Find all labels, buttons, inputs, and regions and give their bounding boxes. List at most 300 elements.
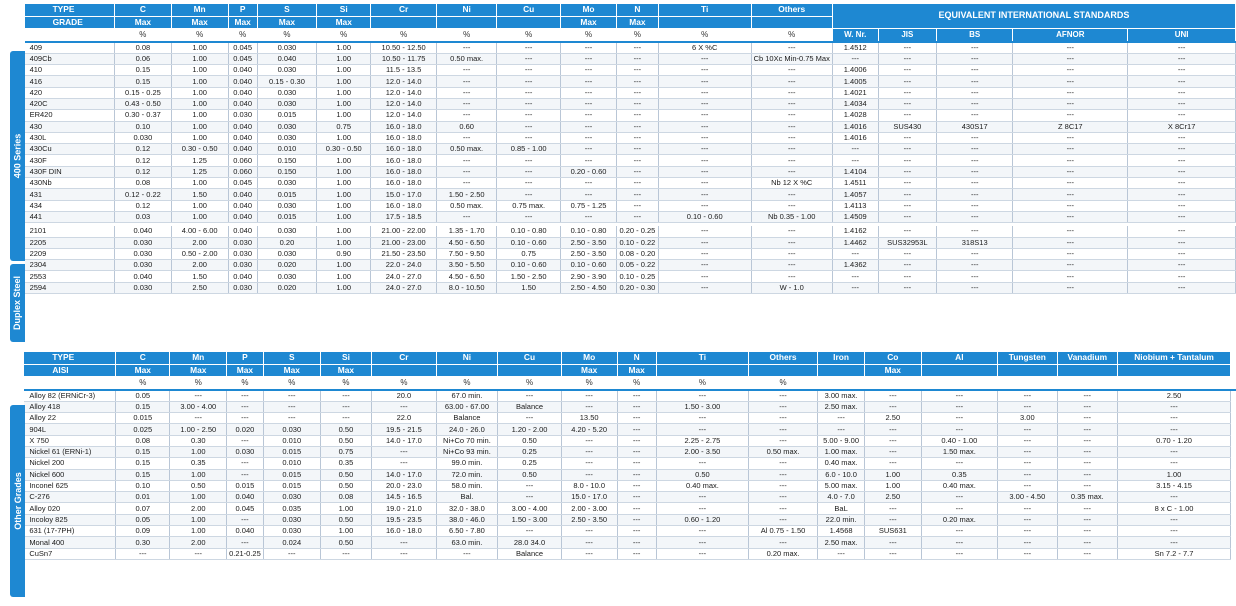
- table-cell: ---: [865, 458, 921, 469]
- unit-header: %: [170, 377, 227, 390]
- table-cell: 0.21-0.25: [227, 548, 264, 559]
- table-cell: ---: [436, 42, 496, 54]
- table-cell: 0.12 - 0.22: [114, 189, 171, 200]
- table-row: [0, 390, 1236, 402]
- column-subheader: [749, 364, 818, 377]
- table-row: [0, 492, 1236, 503]
- grade-name: 2205: [25, 237, 115, 248]
- table-cell: 0.15: [116, 446, 170, 457]
- table-cell: ---: [497, 155, 561, 166]
- table-cell: ---: [497, 76, 561, 87]
- table-cell: ---: [656, 492, 748, 503]
- table-cell: ---: [561, 458, 617, 469]
- grade-name: 2209: [25, 248, 115, 259]
- blank-header: [24, 377, 115, 390]
- table-cell: 0.015: [263, 469, 320, 480]
- table-cell: ---: [865, 537, 921, 548]
- table-cell: 0.06: [114, 53, 171, 64]
- column-subheader: [1057, 364, 1118, 377]
- column-header: Si: [320, 352, 371, 364]
- blank-header: [1057, 377, 1118, 390]
- table-cell: 1.50: [171, 189, 228, 200]
- table-cell: 3.00 - 4.00: [170, 401, 227, 412]
- table-cell: ---: [998, 537, 1057, 548]
- table-cell: 0.50 max.: [436, 53, 496, 64]
- table-row: [0, 469, 1236, 480]
- table-cell: ---: [998, 514, 1057, 525]
- table-row: [0, 401, 1236, 412]
- table-cell: 0.040: [228, 98, 257, 109]
- table-cell: ---: [617, 548, 656, 559]
- grade-name: Monal 400: [24, 537, 115, 548]
- table-cell: 21.50 - 23.50: [371, 248, 437, 259]
- table-cell: ---: [658, 155, 751, 166]
- grade-name: 430L: [25, 132, 115, 143]
- table-cell: ---: [818, 548, 865, 559]
- table-cell: ---: [751, 237, 832, 248]
- table-cell: 0.25: [498, 458, 562, 469]
- table-cell: ---: [921, 458, 998, 469]
- side-spacer: [0, 390, 24, 402]
- table-cell: ---: [1057, 514, 1118, 525]
- table-cell: 1.00: [1118, 469, 1231, 480]
- table-cell: ---: [436, 110, 496, 121]
- table-cell: 1.00: [170, 514, 227, 525]
- table-cell: ---: [1128, 144, 1236, 155]
- table-cell: ---: [921, 492, 998, 503]
- table-cell: 0.10 - 0.80: [497, 226, 561, 237]
- table-cell: 1.00: [171, 121, 228, 132]
- table-cell: ---: [1128, 65, 1236, 76]
- table-cell: 0.030: [228, 237, 257, 248]
- table-cell: ---: [878, 132, 936, 143]
- bottom-table-block: [0, 352, 1236, 560]
- table-cell: ---: [617, 526, 656, 537]
- table-cell: ---: [320, 548, 371, 559]
- column-header: N: [616, 4, 658, 16]
- table-cell: X 8Cr17: [1128, 121, 1236, 132]
- table-cell: 14.0 - 17.0: [372, 435, 436, 446]
- table-cell: 63.0 min.: [436, 537, 498, 548]
- table-cell: 1.00: [317, 178, 371, 189]
- unit-header: %: [617, 377, 656, 390]
- table-cell: 0.030: [257, 65, 316, 76]
- table-cell: 0.12: [114, 155, 171, 166]
- table-cell: 0.08: [114, 178, 171, 189]
- table-cell: ---: [878, 98, 936, 109]
- table-cell: 0.40 max.: [921, 480, 998, 491]
- column-subheader: Max: [617, 364, 656, 377]
- table-cell: ---: [937, 42, 1013, 54]
- table-cell: ---: [749, 492, 818, 503]
- table-cell: ---: [1013, 237, 1128, 248]
- table-cell: 0.10 - 0.60: [658, 211, 751, 222]
- table-cell: 1.4162: [832, 226, 878, 237]
- table-cell: ---: [937, 248, 1013, 259]
- table-row: [0, 211, 1236, 222]
- column-header: Ni: [436, 352, 498, 364]
- table-cell: 0.030: [227, 446, 264, 457]
- table-cell: 0.08: [116, 435, 170, 446]
- table-cell: ---: [937, 271, 1013, 282]
- table-cell: ---: [1013, 144, 1128, 155]
- table-cell: ---: [656, 503, 748, 514]
- table-cell: 0.030: [257, 121, 316, 132]
- table-cell: ---: [561, 87, 617, 98]
- table-cell: 1.00: [170, 492, 227, 503]
- table-cell: ---: [1013, 65, 1128, 76]
- column-header: Vanadium: [1057, 352, 1118, 364]
- table-cell: ---: [1013, 226, 1128, 237]
- table-cell: ---: [497, 98, 561, 109]
- table-cell: ---: [1057, 435, 1118, 446]
- table-cell: 0.010: [263, 435, 320, 446]
- grade-name: Alloy 22: [24, 413, 115, 424]
- table-cell: ---: [1118, 446, 1231, 457]
- table-cell: 0.150: [257, 166, 316, 177]
- table-cell: 1.00: [171, 132, 228, 143]
- table-row: [0, 271, 1236, 282]
- column-subheader: [998, 364, 1057, 377]
- table-cell: 0.20 max.: [921, 514, 998, 525]
- table-cell: ---: [561, 548, 617, 559]
- table-cell: 0.020: [257, 282, 316, 293]
- table-cell: 0.10 - 0.60: [497, 237, 561, 248]
- table-cell: 0.20: [257, 237, 316, 248]
- table-cell: Balance: [498, 548, 562, 559]
- table-cell: 0.35: [921, 469, 998, 480]
- column-header: Si: [317, 4, 371, 16]
- table-cell: 1.00: [170, 526, 227, 537]
- table-cell: 0.015: [116, 413, 170, 424]
- table-cell: 16.0 - 18.0: [371, 132, 437, 143]
- unit-header: %: [751, 29, 832, 42]
- table-row: [0, 121, 1236, 132]
- table-cell: ---: [921, 401, 998, 412]
- column-subheader: [372, 364, 436, 377]
- table-row: [0, 132, 1236, 143]
- table-cell: 3.00 - 4.00: [498, 503, 562, 514]
- table-cell: ---: [372, 458, 436, 469]
- table-cell: ---: [497, 189, 561, 200]
- table-cell: 6.0 - 10.0: [818, 469, 865, 480]
- table-cell: 0.40 max.: [818, 458, 865, 469]
- table-cell: ---: [865, 514, 921, 525]
- table-cell: ---: [1013, 248, 1128, 259]
- table-cell: 1.50 - 3.00: [656, 401, 748, 412]
- column-subheader: Max: [114, 16, 171, 29]
- grade-name: Nickel 600: [24, 469, 115, 480]
- table-cell: 0.20 - 0.25: [616, 226, 658, 237]
- table-cell: 1.50: [171, 271, 228, 282]
- table-cell: ---: [1128, 42, 1236, 54]
- table-cell: ---: [937, 155, 1013, 166]
- table-cell: 0.10: [116, 480, 170, 491]
- table-cell: 1.00: [317, 282, 371, 293]
- table-cell: ---: [658, 144, 751, 155]
- table-cell: ---: [436, 65, 496, 76]
- column-header: TYPE: [24, 352, 115, 364]
- table-cell: ---: [878, 248, 936, 259]
- table-cell: 1.50 - 3.00: [498, 514, 562, 525]
- table-cell: 0.015: [257, 211, 316, 222]
- table-cell: 58.0 min.: [436, 480, 498, 491]
- table-cell: ---: [1118, 413, 1231, 424]
- table-cell: 1.4462: [832, 237, 878, 248]
- table-cell: ---: [656, 537, 748, 548]
- table-cell: 0.030: [228, 110, 257, 121]
- table-cell: 4.0 - 7.0: [818, 492, 865, 503]
- table-cell: ---: [865, 390, 921, 402]
- table-cell: ---: [878, 211, 936, 222]
- table-cell: ---: [656, 390, 748, 402]
- table-cell: 10.50 - 11.75: [371, 53, 437, 64]
- standard-column-header: BS: [937, 29, 1013, 42]
- table-cell: 0.08: [114, 42, 171, 54]
- table-cell: Al 0.75 - 1.50: [749, 526, 818, 537]
- grade-name: Incoloy 825: [24, 514, 115, 525]
- grade-name: Nickel 61 (ERNi-1): [24, 446, 115, 457]
- table-cell: ---: [1128, 76, 1236, 87]
- table-cell: 0.60: [436, 121, 496, 132]
- table-cell: ---: [658, 87, 751, 98]
- table-cell: 0.50: [320, 469, 371, 480]
- unit-header: %: [436, 29, 496, 42]
- table-cell: ---: [832, 155, 878, 166]
- table-cell: 19.5 - 21.5: [372, 424, 436, 435]
- grade-name: X 750: [24, 435, 115, 446]
- table-cell: ---: [616, 121, 658, 132]
- table-cell: 38.0 - 46.0: [436, 514, 498, 525]
- table-cell: 13.50: [561, 413, 617, 424]
- table-cell: ---: [616, 178, 658, 189]
- table-cell: ---: [616, 65, 658, 76]
- column-subheader: Max: [320, 364, 371, 377]
- table-cell: 15.0 - 17.0: [371, 189, 437, 200]
- table-cell: ---: [998, 390, 1057, 402]
- table-cell: 0.30 - 0.37: [114, 110, 171, 121]
- table-row: [0, 98, 1236, 109]
- table-cell: 19.5 - 23.5: [372, 514, 436, 525]
- table-cell: ---: [561, 537, 617, 548]
- table-cell: 0.30: [170, 435, 227, 446]
- table-cell: ---: [617, 537, 656, 548]
- table-cell: ---: [227, 413, 264, 424]
- table-cell: 0.040: [227, 526, 264, 537]
- table-cell: 0.43 - 0.50: [114, 98, 171, 109]
- table-cell: 0.030: [114, 282, 171, 293]
- table-cell: ---: [227, 435, 264, 446]
- grade-name: 409: [25, 42, 115, 54]
- grade-name: Inconel 625: [24, 480, 115, 491]
- table-cell: ---: [998, 446, 1057, 457]
- table-cell: Cb 10Xc Min-0.75 Max: [751, 53, 832, 64]
- table-cell: 2.50 max.: [818, 537, 865, 548]
- unit-header: %: [257, 29, 316, 42]
- table-cell: ---: [561, 110, 617, 121]
- table-cell: 0.25: [498, 446, 562, 457]
- table-cell: ---: [616, 98, 658, 109]
- table-cell: ---: [1013, 87, 1128, 98]
- table-row: [0, 65, 1236, 76]
- unit-header: %: [116, 377, 170, 390]
- table-cell: 14.5 - 16.5: [372, 492, 436, 503]
- column-subheader: [818, 364, 865, 377]
- table-cell: ---: [749, 413, 818, 424]
- table-cell: 0.015: [227, 480, 264, 491]
- table-cell: 0.09: [116, 526, 170, 537]
- table-cell: 1.25: [171, 155, 228, 166]
- table-cell: 2.00: [170, 503, 227, 514]
- table-cell: 0.10 - 0.22: [616, 237, 658, 248]
- stainless-400-duplex-table: [0, 4, 1236, 294]
- table-cell: 0.05: [116, 390, 170, 402]
- table-row: [0, 503, 1236, 514]
- column-subheader: Max: [616, 16, 658, 29]
- table-cell: 3.50 - 5.50: [436, 260, 496, 271]
- table-cell: ---: [749, 514, 818, 525]
- table-cell: ---: [616, 144, 658, 155]
- table-cell: ---: [1118, 401, 1231, 412]
- table-cell: ---: [937, 260, 1013, 271]
- table-cell: ---: [1128, 211, 1236, 222]
- table-cell: Z 8C17: [1013, 121, 1128, 132]
- table-cell: 0.015: [263, 446, 320, 457]
- table-cell: ---: [617, 514, 656, 525]
- table-cell: ---: [1057, 401, 1118, 412]
- table-cell: 0.040: [228, 132, 257, 143]
- table-cell: ---: [878, 53, 936, 64]
- table-cell: 0.040: [228, 87, 257, 98]
- table-cell: 1.4113: [832, 200, 878, 211]
- table-cell: 0.010: [257, 144, 316, 155]
- table-cell: ---: [658, 132, 751, 143]
- table-cell: 0.75: [317, 121, 371, 132]
- column-subheader: [656, 364, 748, 377]
- table-cell: ---: [1013, 53, 1128, 64]
- table-cell: 0.040: [228, 76, 257, 87]
- table-cell: ---: [1057, 390, 1118, 402]
- table-cell: 2.50: [171, 282, 228, 293]
- table-cell: ---: [921, 413, 998, 424]
- table-cell: ---: [436, 178, 496, 189]
- table-cell: ---: [865, 435, 921, 446]
- table-cell: ---: [658, 282, 751, 293]
- table-cell: 1.00: [317, 53, 371, 64]
- unit-header: %: [320, 377, 371, 390]
- table-cell: ---: [372, 537, 436, 548]
- table-cell: 2.00 - 3.00: [561, 503, 617, 514]
- table-cell: 0.10 - 0.60: [561, 260, 617, 271]
- table-cell: 1.00: [317, 189, 371, 200]
- table-cell: 0.10 - 0.80: [561, 226, 617, 237]
- table-cell: 1.4511: [832, 178, 878, 189]
- column-subheader: Max: [257, 16, 316, 29]
- table-cell: ---: [497, 121, 561, 132]
- table-cell: 1.35 - 1.70: [436, 226, 496, 237]
- table-cell: ---: [751, 87, 832, 98]
- table-cell: 1.00: [317, 87, 371, 98]
- table-cell: ---: [617, 413, 656, 424]
- table-cell: ---: [1013, 211, 1128, 222]
- unit-header: %: [171, 29, 228, 42]
- grade-name: Alloy 82 (ERNiCr-3): [24, 390, 115, 402]
- table-cell: 0.015: [263, 480, 320, 491]
- side-spacer: [0, 364, 24, 377]
- table-cell: ---: [372, 446, 436, 457]
- column-header: Cu: [498, 352, 562, 364]
- table-cell: 8.0 - 10.0: [561, 480, 617, 491]
- table-cell: ---: [1128, 200, 1236, 211]
- side-label-duplex-text: Duplex Steel: [12, 275, 23, 331]
- table-cell: ---: [749, 435, 818, 446]
- table-cell: 16.0 - 18.0: [372, 526, 436, 537]
- table-cell: 0.030: [114, 237, 171, 248]
- table-cell: 2.00: [171, 260, 228, 271]
- table-cell: 24.0 - 27.0: [371, 282, 437, 293]
- table-cell: 0.50: [320, 480, 371, 491]
- table-cell: 1.00: [317, 76, 371, 87]
- table-cell: ---: [561, 121, 617, 132]
- column-header: C: [114, 4, 171, 16]
- table-cell: 0.040: [228, 211, 257, 222]
- table-row: [0, 87, 1236, 98]
- table-cell: 0.40 max.: [656, 480, 748, 491]
- table-cell: ---: [832, 282, 878, 293]
- table-cell: 4.50 - 6.50: [436, 271, 496, 282]
- table-cell: ---: [878, 166, 936, 177]
- table-cell: 0.040: [228, 144, 257, 155]
- table-cell: ---: [878, 144, 936, 155]
- table-cell: ---: [617, 458, 656, 469]
- table-cell: 1.00: [865, 469, 921, 480]
- table-cell: ---: [751, 260, 832, 271]
- table-cell: 0.015: [257, 189, 316, 200]
- grade-name: 430: [25, 121, 115, 132]
- table-cell: ---: [751, 226, 832, 237]
- table-cell: 2.00: [171, 237, 228, 248]
- table-cell: 1.00: [317, 155, 371, 166]
- table-cell: ---: [937, 53, 1013, 64]
- table-cell: ---: [878, 76, 936, 87]
- table-cell: ---: [1128, 155, 1236, 166]
- table-cell: ---: [1057, 480, 1118, 491]
- table-cell: 2.50 - 3.50: [561, 237, 617, 248]
- table-cell: ---: [751, 189, 832, 200]
- table-cell: 1.00: [317, 98, 371, 109]
- table-cell: ---: [751, 248, 832, 259]
- table-row: [0, 53, 1236, 64]
- column-header: P: [227, 352, 264, 364]
- table-cell: 0.15: [114, 76, 171, 87]
- table-cell: 0.50: [320, 435, 371, 446]
- table-cell: ---: [263, 390, 320, 402]
- table-cell: ---: [998, 401, 1057, 412]
- unit-header: %: [317, 29, 371, 42]
- table-cell: 0.045: [228, 53, 257, 64]
- table-cell: 0.045: [228, 42, 257, 54]
- table-cell: ---: [878, 42, 936, 54]
- table-cell: 20.0 - 23.0: [372, 480, 436, 491]
- table-cell: ---: [1128, 166, 1236, 177]
- table-cell: ---: [498, 526, 562, 537]
- table-cell: 0.030: [228, 282, 257, 293]
- table-cell: 1.00: [171, 211, 228, 222]
- table-cell: ---: [263, 401, 320, 412]
- table-cell: 1.4512: [832, 42, 878, 54]
- table-cell: ---: [1057, 458, 1118, 469]
- table-cell: 0.50 max.: [436, 200, 496, 211]
